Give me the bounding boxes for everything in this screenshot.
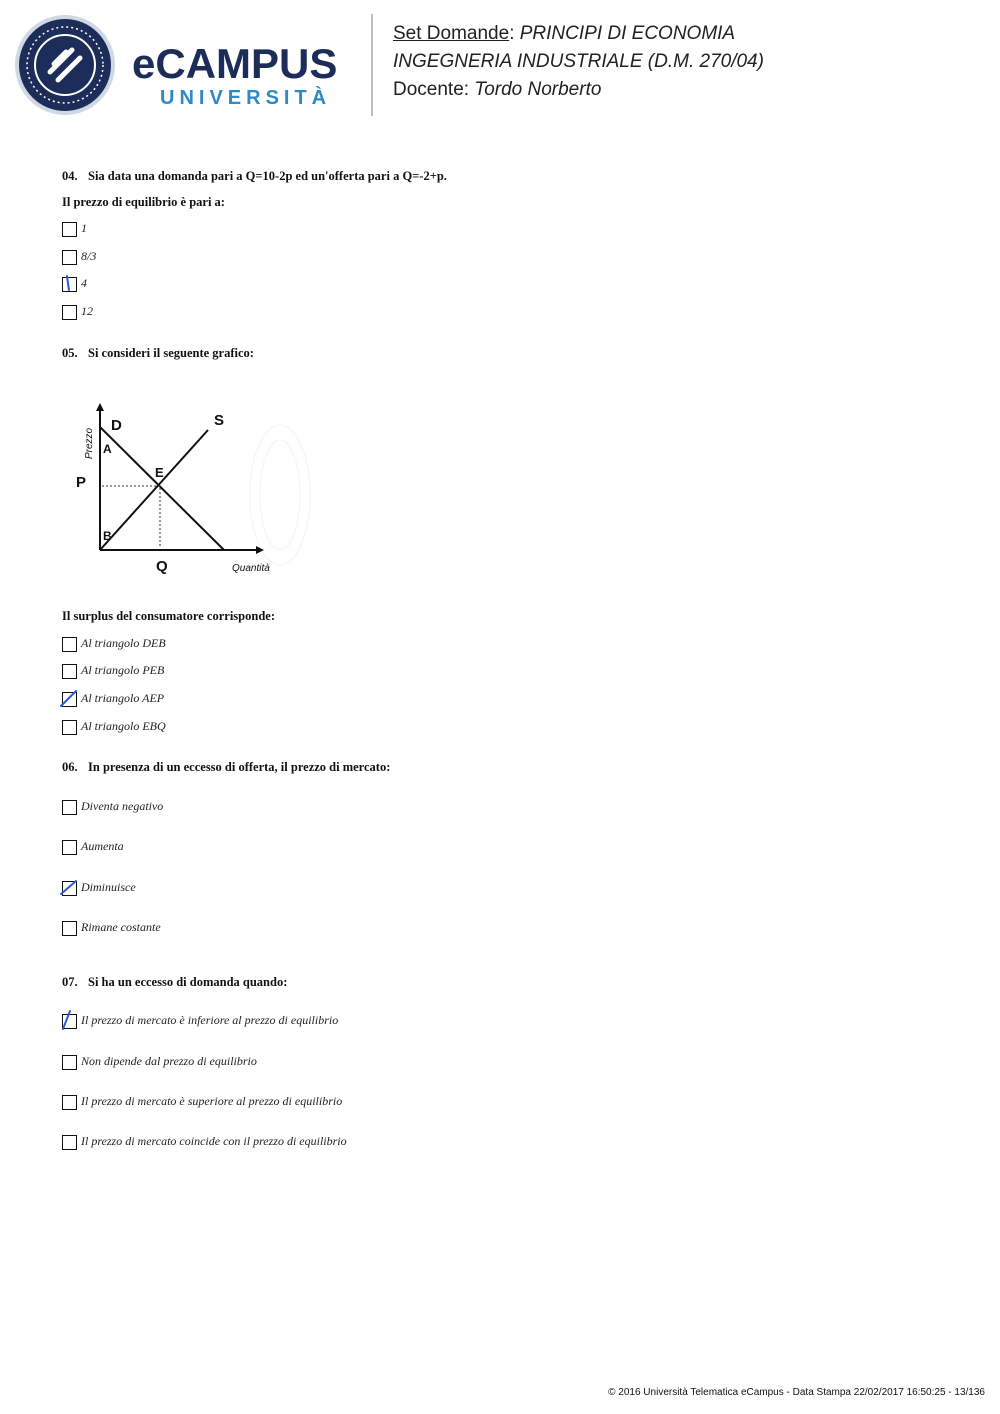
- question-text: Si ha un eccesso di domanda quando:: [88, 975, 288, 989]
- header-divider: [371, 14, 373, 116]
- label-A: A: [103, 442, 112, 456]
- option-label: Il prezzo di mercato coincide con il prezzo di equilibrio: [81, 1134, 347, 1148]
- check-mark-icon: [59, 1009, 81, 1033]
- demand-curve: [100, 427, 224, 550]
- question-06-title: [62, 760, 390, 775]
- option-label: Non dipende dal prezzo di equilibrio: [81, 1054, 257, 1068]
- option-label: Rimane costante: [81, 920, 161, 934]
- option-label: Al triangolo PEB: [81, 663, 165, 677]
- set-colon: :: [509, 23, 515, 44]
- question-05-title: [62, 346, 254, 361]
- header-info: [393, 20, 764, 104]
- page-footer: © 2016 Università Telematica eCampus - Data Stampa 22/02/2017 16:50:25 - 13/136: [608, 1387, 985, 1398]
- checkbox[interactable]: [62, 222, 77, 237]
- teacher-name: Tordo Norberto: [474, 79, 602, 100]
- checkbox[interactable]: [62, 637, 77, 652]
- brand-name: eCAMPUS: [132, 40, 338, 87]
- option-label: Aumenta: [81, 839, 124, 853]
- question-04-subtext: Il prezzo di equilibrio è pari a:: [62, 195, 225, 209]
- brand-subtitle: UNIVERSITÀ: [160, 87, 332, 109]
- set-label: Set Domande: [393, 23, 510, 44]
- question-number: 04.: [62, 169, 78, 183]
- teacher-label: Docente:: [393, 79, 470, 100]
- option-label: 4: [81, 276, 87, 290]
- option-label: Il prezzo di mercato è superiore al prezzo di equilibrio: [81, 1094, 343, 1108]
- option-label: Al triangolo AEP: [81, 691, 165, 705]
- question-text: Sia data una domanda pari a Q=10-2p ed un'offerta pari a Q=-2+p.: [88, 169, 447, 183]
- check-mark-icon: [59, 272, 81, 296]
- checkbox[interactable]: [62, 305, 77, 320]
- checkbox[interactable]: [62, 664, 77, 679]
- course-line-1: PRINCIPI DI ECONOMIA: [519, 23, 736, 44]
- checkbox[interactable]: [62, 840, 77, 855]
- label-D: D: [111, 417, 122, 434]
- question-number: 06.: [62, 760, 78, 774]
- option-label: 1: [81, 221, 87, 235]
- checkbox[interactable]: [62, 250, 77, 265]
- page-header: [0, 0, 1000, 130]
- label-E: E: [155, 465, 164, 480]
- option-label: Il prezzo di mercato è inferiore al prezzo di equilibrio: [81, 1013, 339, 1027]
- checkbox[interactable]: [62, 720, 77, 735]
- label-S: S: [214, 412, 225, 429]
- x-axis-label: Quantità: [232, 563, 270, 574]
- label-Q: Q: [156, 558, 168, 575]
- supply-demand-diagram: [62, 395, 322, 605]
- check-mark-icon: [59, 687, 81, 711]
- checkbox[interactable]: [62, 1135, 77, 1150]
- checkbox[interactable]: [62, 921, 77, 936]
- y-axis-arrow: [96, 403, 104, 411]
- watermark-seal: [250, 425, 310, 565]
- ecampus-logo-icon: [14, 14, 116, 116]
- course-line-2: INGEGNERIA INDUSTRIALE (D.M. 270/04): [393, 51, 764, 72]
- check-mark-icon: [59, 876, 81, 900]
- option-label: 8/3: [81, 249, 97, 263]
- label-P: P: [76, 474, 87, 491]
- checkbox[interactable]: [62, 1055, 77, 1070]
- question-05-subtext: Il surplus del consumatore corrisponde:: [62, 609, 275, 623]
- y-axis-label: Prezzo: [84, 427, 95, 459]
- supply-curve: [100, 430, 208, 550]
- question-04-title: [62, 169, 447, 184]
- label-B: B: [103, 529, 112, 543]
- checkbox[interactable]: [62, 800, 77, 815]
- brand-wordmark: [132, 42, 357, 110]
- option-label: Al triangolo DEB: [81, 636, 166, 650]
- option-label: 12: [81, 304, 93, 318]
- question-number: 07.: [62, 975, 78, 989]
- question-text: In presenza di un eccesso di offerta, il prezzo di mercato:: [88, 760, 391, 774]
- option-label: Al triangolo EBQ: [81, 719, 166, 733]
- question-text: Si consideri il seguente grafico:: [88, 346, 254, 360]
- checkbox[interactable]: [62, 1095, 77, 1110]
- question-number: 05.: [62, 346, 78, 360]
- option-label: Diminuisce: [81, 880, 136, 894]
- option-label: Diventa negativo: [81, 799, 164, 813]
- question-07-title: [62, 975, 287, 990]
